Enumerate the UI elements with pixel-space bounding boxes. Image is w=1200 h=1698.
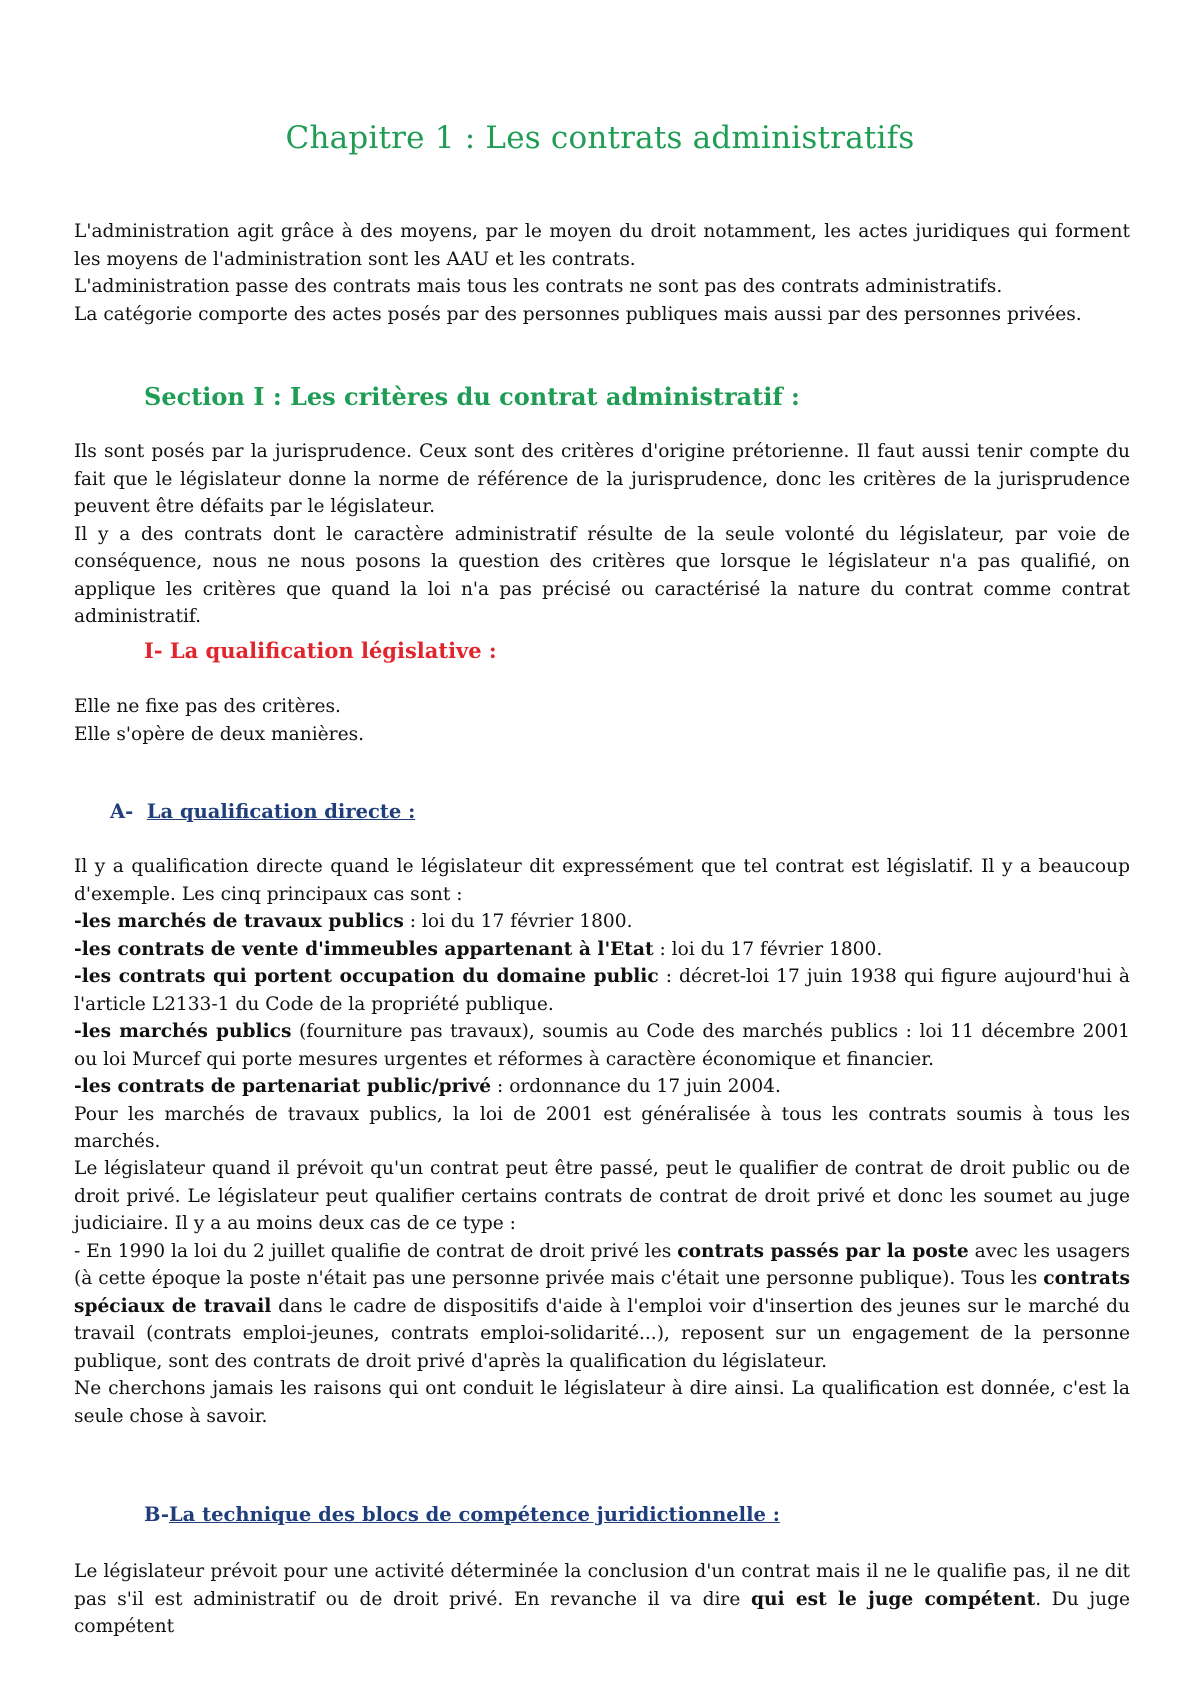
list-item: -les marchés publics (fourniture pas travaux), soumis au Code des marchés publics : loi 11 décembre 2001 ou loi Murcef qui porte mesures urgentes et réformes à caractère économique et financier. — [74, 1021, 1131, 1070]
subsection-a-after: Pour les marchés de travaux publics, la loi de 2001 est généralisée à tous les contrats soumis à tous les marchés. — [74, 1103, 1130, 1152]
subsection-b-title — [144, 1503, 780, 1526]
chapter-title: Chapitre 1 : Les contrats administratifs — [285, 120, 915, 156]
subsection-a-block-2 — [74, 1155, 1130, 1430]
subsection-a-prefix: A- — [110, 800, 134, 823]
section-1-block — [74, 438, 1130, 631]
subsection-a-label: La qualification directe : — [146, 800, 416, 823]
subsection-a-paragraph-4: Ne cherchons jamais les raisons qui ont conduit le législateur à dire ainsi. La qualification est donnée, c'est la seule chose à savoir. — [74, 1378, 1130, 1427]
intro-paragraph-2: L'administration passe des contrats mais tous les contrats ne sont pas des contrats administratifs. — [74, 276, 1003, 297]
subsection-a-block — [74, 853, 1130, 1156]
section-1-title: Section I : Les critères du contrat administratif : — [144, 382, 800, 411]
intro-paragraph-3: La catégorie comporte des actes posés par des personnes publiques mais aussi par des personnes privées. — [74, 303, 1082, 325]
intro-block — [74, 218, 1130, 328]
subsection-b-label: La technique des blocs de compétence juridictionnelle : — [168, 1503, 780, 1526]
section-1-paragraph-2: Il y a des contrats dont le caractère administratif résulte de la seule volonté du législateur, par voie de conséquence, nous ne nous posons la question des critères que lorsque le législateur n'a pas qualifié, on applique les critères que quand la loi n'a pas précisé ou caractérisé la nature du contrat comme contrat administratif. — [74, 523, 1130, 627]
subsection-b-prefix: B- — [144, 1503, 169, 1526]
list-item: -les marchés de travaux publics : loi du 17 février 1800. — [74, 911, 633, 932]
subsection-a-intro: Il y a qualification directe quand le législateur dit expressément que tel contrat est législatif. Il y a beaucoup d'exemple. Les cinq principaux cas sont : — [74, 856, 1130, 905]
subsection-b-paragraph-1: Le législateur prévoit pour une activité déterminée la conclusion d'un contrat mais il ne le qualifie pas, il ne dit pas s'il est administratif ou de droit privé. En revanche il va dire qui est le juge compétent. Du juge compétent — [74, 1561, 1131, 1637]
subsection-a-paragraph-2: Le législateur quand il prévoit qu'un contrat peut être passé, peut le qualifier de contrat de droit public ou de droit privé. Le législateur peut qualifier certains contrats de contrat de droit privé et donc les soumet au juge judiciaire. Il y a au moins deux cas de ce type : — [74, 1158, 1130, 1234]
subsection-a-title — [110, 800, 415, 823]
subsection-b-block — [74, 1558, 1130, 1641]
part-1-title: I- La qualification législative : — [144, 638, 497, 663]
section-1-paragraph-1: Ils sont posés par la jurisprudence. Ceux sont des critères d'origine prétorienne. Il faut aussi tenir compte du fait que le législateur donne la norme de référence de la jurisprudence, donc les critères de la jurisprudence peuvent être défaits par le législateur. — [74, 441, 1130, 517]
part-1-paragraph-1: Elle ne fixe pas des critères. — [74, 696, 341, 717]
part-1-block — [74, 693, 1130, 748]
list-item: -les contrats de vente d'immeubles appartenant à l'Etat : loi du 17 février 1800. — [74, 938, 883, 960]
intro-paragraph-1: L'administration agit grâce à des moyens, par le moyen du droit notamment, les actes juridiques qui forment les moyens de l'administration sont les AAU et les contrats. — [74, 221, 1130, 270]
part-1-paragraph-2: Elle s'opère de deux manières. — [74, 723, 365, 745]
subsection-a-paragraph-3: - En 1990 la loi du 2 juillet qualifie de contrat de droit privé les contrats passés par la poste avec les usagers (à cette époque la poste n'était pas une personne privée mais c'était une personne publique). Tous les contrats spéciaux de travail dans le cadre de dispositifs d'aide à l'emploi voir d'insertion des jeunes sur le marché du travail (contrats emploi-jeunes, contrats emploi-solidarité...), reposent sur un engagement de la personne publique, sont des contrats de droit privé d'après la qualification du législateur. — [74, 1240, 1131, 1372]
list-item: -les contrats de partenariat public/privé : ordonnance du 17 juin 2004. — [74, 1076, 781, 1097]
list-item: -les contrats qui portent occupation du domaine public : décret-loi 17 juin 1938 qui figure aujourd'hui à l'article L2133-1 du Code de la propriété publique. — [74, 966, 1130, 1015]
